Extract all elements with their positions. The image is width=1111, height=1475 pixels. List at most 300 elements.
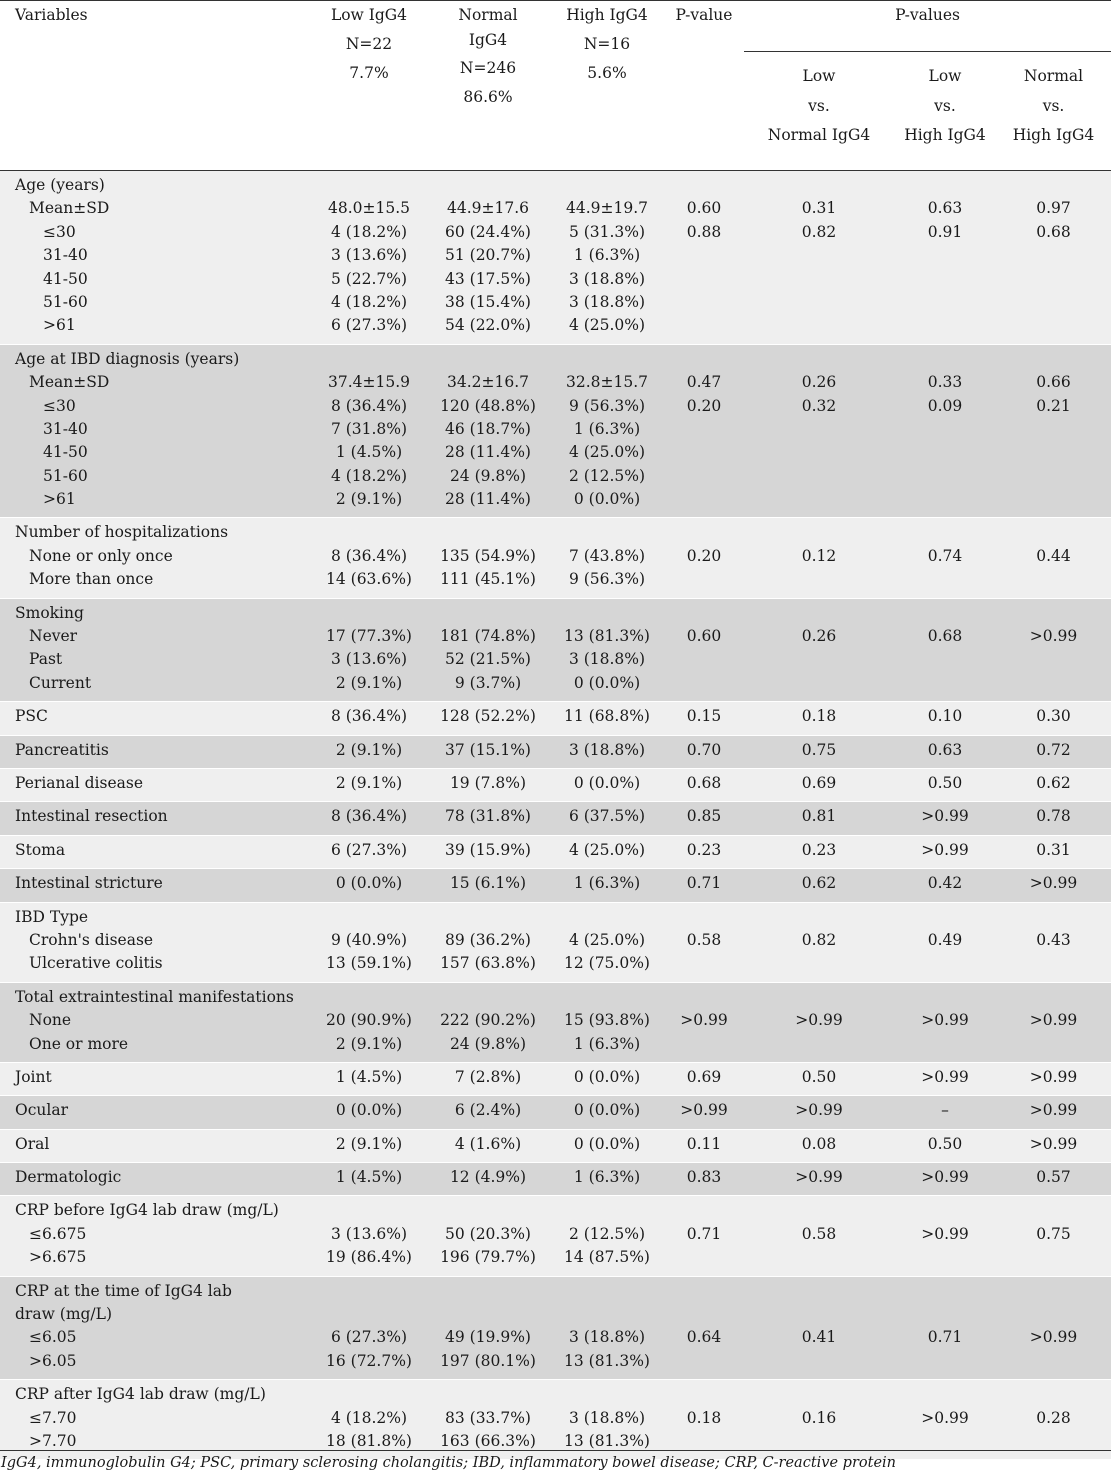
low-vs-normal-value — [744, 1303, 894, 1326]
high-igg4-value: 9 (56.3%) — [568, 570, 646, 589]
low-igg4-value — [312, 521, 426, 544]
low-vs-high-value: 0.50 — [927, 773, 963, 792]
normal-vs-high-value-cell — [996, 869, 1111, 902]
low-igg4-value — [312, 1303, 426, 1326]
low-igg4-value-cell — [312, 598, 426, 702]
high-igg4-value: 1 (6.3%) — [573, 246, 641, 265]
low-vs-normal-value: 0.32 — [801, 396, 837, 415]
low-vs-high-value-cell — [894, 902, 996, 982]
variable-label: >61 — [43, 316, 76, 335]
normal-igg4-value — [426, 906, 550, 929]
variable-label: CRP at the time of IgG4 lab — [15, 1281, 232, 1300]
variable-cell — [0, 869, 312, 902]
high-igg4-value: 13 (81.3%) — [564, 627, 650, 646]
low-igg4-value: 4 (18.2%) — [330, 466, 408, 485]
variable-label: Pancreatitis — [15, 740, 109, 759]
variable-cell — [0, 702, 312, 735]
normal-igg4-value-cell — [426, 735, 550, 768]
low-vs-normal-value — [744, 174, 894, 197]
normal-vs-high-value-cell — [996, 598, 1111, 702]
low-igg4-value: 3 (13.6%) — [330, 1224, 408, 1243]
pvalue-value-cell — [664, 518, 744, 598]
low-igg4-value: 2 (9.1%) — [335, 773, 403, 792]
variable-label: Past — [29, 650, 63, 669]
normal-igg4-value-cell — [426, 802, 550, 835]
normal-vs-high-value — [996, 648, 1111, 671]
high-igg4-value — [550, 1199, 664, 1222]
high-igg4-value: 3 (18.8%) — [568, 650, 646, 669]
normal-vs-high-value — [996, 906, 1111, 929]
pvalue-value — [664, 268, 744, 291]
variable-label: Current — [29, 673, 92, 692]
low-igg4-value: 4 (18.2%) — [330, 1408, 408, 1427]
low-igg4-value-cell — [312, 802, 426, 835]
normal-vs-high-value: 0.97 — [1036, 199, 1071, 218]
normal-igg4-value-cell — [426, 1380, 550, 1460]
normal-vs-high-value-cell — [996, 1276, 1111, 1380]
pvalue-value: 0.23 — [686, 840, 722, 859]
low-igg4-value-cell — [312, 518, 426, 598]
low-vs-normal-value-cell — [744, 344, 894, 518]
normal-igg4-value: 12 (4.9%) — [449, 1168, 527, 1187]
normal-vs-high-value — [996, 602, 1111, 625]
pvalue-value — [664, 1246, 744, 1269]
high-igg4-value: 6 (37.5%) — [568, 807, 646, 826]
low-igg4-value: 0 (0.0%) — [335, 1101, 403, 1120]
pvalue-value-cell — [664, 1129, 744, 1162]
normal-vs-high-value-cell — [996, 768, 1111, 801]
low-vs-normal-value: 0.82 — [801, 222, 837, 241]
normal-igg4-value — [426, 521, 550, 544]
low-vs-normal-value-cell — [744, 982, 894, 1062]
high-igg4-value — [550, 1383, 664, 1406]
low-vs-normal-value-cell — [744, 768, 894, 801]
variable-cell — [0, 802, 312, 835]
normal-igg4-value-cell — [426, 1096, 550, 1129]
high-igg4-value: 13 (81.3%) — [564, 1351, 650, 1370]
normal-vs-high-value: 0.28 — [1036, 1408, 1071, 1427]
table-row-group — [0, 171, 1111, 345]
high-igg4-value: 3 (18.8%) — [568, 1328, 646, 1347]
variable-cell — [0, 598, 312, 702]
normal-igg4-value: 52 (21.5%) — [445, 650, 531, 669]
low-vs-normal-value — [744, 1383, 894, 1406]
header-pvalue: P-value — [675, 6, 733, 24]
low-vs-normal-value: 0.69 — [801, 773, 837, 792]
pvalue-value — [664, 568, 744, 591]
low-vs-high-value — [894, 1199, 996, 1222]
low-vs-normal-value: 0.16 — [801, 1408, 837, 1427]
low-igg4-value: 2 (9.1%) — [335, 740, 403, 759]
pvalue-value — [664, 952, 744, 975]
normal-vs-high-value-cell — [996, 1096, 1111, 1129]
normal-vs-high-value: 0.21 — [1036, 396, 1071, 415]
normal-igg4-value: 54 (22.0%) — [445, 316, 531, 335]
header-pvalues: P-values — [744, 1, 1111, 52]
low-igg4-value: 2 (9.1%) — [335, 1034, 403, 1053]
low-igg4-value: 6 (27.3%) — [330, 316, 408, 335]
variable-label: >6.675 — [29, 1248, 87, 1267]
low-igg4-value-cell — [312, 1163, 426, 1196]
low-vs-normal-value-cell — [744, 1129, 894, 1162]
low-vs-normal-value-cell — [744, 1096, 894, 1129]
normal-igg4-value: 78 (31.8%) — [445, 807, 531, 826]
pvalue-value: 0.20 — [686, 396, 722, 415]
high-igg4-value: 3 (18.8%) — [568, 269, 646, 288]
variable-cell — [0, 902, 312, 982]
table-row-group — [0, 1096, 1111, 1129]
low-vs-normal-value: >0.99 — [795, 1168, 843, 1187]
pvalue-value: 0.69 — [686, 1067, 722, 1086]
pvalue-value: 0.58 — [686, 930, 722, 949]
normal-vs-high-value — [996, 952, 1111, 975]
pvalue-value-cell — [664, 869, 744, 902]
low-igg4-value-cell — [312, 982, 426, 1062]
pvalue-value — [664, 1280, 744, 1303]
low-vs-high-value — [894, 1246, 996, 1269]
variable-label: PSC — [15, 707, 48, 726]
normal-vs-high-value-cell — [996, 1196, 1111, 1276]
pvalue-value: 0.70 — [686, 740, 722, 759]
pvalue-value-cell — [664, 1096, 744, 1129]
low-vs-high-value: 0.71 — [927, 1328, 963, 1347]
normal-vs-high-value — [996, 1350, 1111, 1373]
table-footnote: IgG4, immunoglobulin G4; PSC, primary sclerosing cholangitis; IBD, inflammatory bowel disease; CRP, C-reactive protein — [0, 1450, 1111, 1475]
normal-vs-high-value: 0.44 — [1036, 546, 1071, 565]
low-vs-normal-value — [744, 1246, 894, 1269]
normal-igg4-value — [426, 1303, 550, 1326]
normal-igg4-value: 7 (2.8%) — [454, 1067, 522, 1086]
normal-vs-high-value-cell — [996, 518, 1111, 598]
pvalue-value: 0.20 — [686, 546, 722, 565]
low-vs-high-value — [894, 986, 996, 1009]
table-row-group — [0, 869, 1111, 902]
high-igg4-value-cell — [550, 1276, 664, 1380]
high-igg4-value: 4 (25.0%) — [568, 316, 646, 335]
pvalue-value-cell — [664, 835, 744, 868]
low-vs-high-value: 0.33 — [927, 373, 963, 392]
normal-igg4-value: 34.2±16.7 — [446, 373, 529, 392]
low-vs-normal-value-cell — [744, 735, 894, 768]
low-igg4-value: 1 (4.5%) — [335, 1067, 403, 1086]
pvalue-value — [664, 521, 744, 544]
normal-igg4-value: 19 (7.8%) — [449, 773, 527, 792]
variable-label: 51-60 — [43, 292, 88, 311]
table-row-group — [0, 702, 1111, 735]
pvalue-value: 0.88 — [686, 222, 722, 241]
high-igg4-value-cell — [550, 702, 664, 735]
variable-label: >6.05 — [29, 1351, 77, 1370]
pvalue-value — [664, 465, 744, 488]
low-igg4-value: 9 (40.9%) — [330, 930, 408, 949]
variable-label: Age (years) — [15, 176, 105, 194]
normal-vs-high-value-cell — [996, 1062, 1111, 1095]
normal-igg4-value: 181 (74.8%) — [440, 627, 536, 646]
variable-label: 31-40 — [43, 246, 88, 265]
variable-cell — [0, 1380, 312, 1460]
normal-igg4-value: 6 (2.4%) — [454, 1101, 522, 1120]
variable-label: Never — [29, 627, 78, 646]
low-igg4-value-cell — [312, 1129, 426, 1162]
pvalue-value — [664, 418, 744, 441]
low-igg4-value — [312, 906, 426, 929]
normal-igg4-value-cell — [426, 702, 550, 735]
variable-label: None — [29, 1011, 72, 1030]
high-igg4-value: 9 (56.3%) — [568, 396, 646, 415]
table-row-group — [0, 1276, 1111, 1380]
high-igg4-value-cell — [550, 802, 664, 835]
low-vs-high-value: – — [941, 1101, 949, 1120]
low-vs-high-value-cell — [894, 598, 996, 702]
low-igg4-value — [312, 348, 426, 371]
low-igg4-value: 7 (31.8%) — [330, 419, 408, 438]
high-igg4-value-cell — [550, 598, 664, 702]
low-vs-normal-value-cell — [744, 1062, 894, 1095]
low-igg4-value: 19 (86.4%) — [326, 1248, 412, 1267]
low-igg4-value — [312, 1383, 426, 1406]
low-vs-high-value: 0.49 — [927, 930, 963, 949]
normal-igg4-value: 120 (48.8%) — [440, 396, 536, 415]
low-igg4-value-cell — [312, 1276, 426, 1380]
low-igg4-value-cell — [312, 702, 426, 735]
low-vs-high-value-cell — [894, 802, 996, 835]
low-vs-high-value: 0.68 — [927, 627, 963, 646]
low-vs-high-value: 0.10 — [927, 707, 963, 726]
low-vs-normal-value — [744, 348, 894, 371]
low-vs-normal-value: 0.81 — [801, 807, 837, 826]
high-igg4-value-cell — [550, 1096, 664, 1129]
normal-igg4-value: 111 (45.1%) — [440, 570, 536, 589]
low-igg4-value — [312, 1280, 426, 1303]
normal-vs-high-value: 0.31 — [1036, 840, 1071, 859]
normal-igg4-value: 46 (18.7%) — [445, 419, 531, 438]
pvalue-value: 0.60 — [686, 199, 722, 218]
variable-label: Ocular — [15, 1101, 68, 1120]
low-igg4-value-cell — [312, 1062, 426, 1095]
table-row-group — [0, 1380, 1111, 1460]
normal-igg4-value-cell — [426, 902, 550, 982]
normal-igg4-value: 197 (80.1%) — [440, 1351, 536, 1370]
high-igg4-value — [550, 986, 664, 1009]
low-igg4-value: 4 (18.2%) — [330, 292, 408, 311]
pvalue-value — [664, 291, 744, 314]
variable-label: CRP before IgG4 lab draw (mg/L) — [15, 1201, 279, 1220]
variable-cell — [0, 1276, 312, 1380]
low-vs-high-value — [894, 648, 996, 671]
pvalue-value — [664, 1033, 744, 1056]
pvalue-value-cell — [664, 982, 744, 1062]
pvalue-value: >0.99 — [680, 1011, 728, 1030]
normal-vs-high-value — [996, 174, 1111, 197]
high-igg4-value-cell — [550, 735, 664, 768]
low-vs-high-value — [894, 291, 996, 314]
low-igg4-value-cell — [312, 1380, 426, 1460]
high-igg4-value-cell — [550, 1163, 664, 1196]
pvalue-value: 0.60 — [686, 627, 722, 646]
normal-vs-high-value-cell — [996, 902, 1111, 982]
pvalue-value — [664, 1350, 744, 1373]
variable-label: ≤6.05 — [29, 1328, 77, 1347]
low-vs-high-value: >0.99 — [921, 840, 969, 859]
normal-igg4-value: 15 (6.1%) — [449, 874, 527, 893]
pvalue-value — [664, 906, 744, 929]
normal-vs-high-value-cell — [996, 1380, 1111, 1460]
low-vs-normal-value — [744, 602, 894, 625]
high-igg4-value: 44.9±19.7 — [565, 199, 648, 218]
low-igg4-value-cell — [312, 768, 426, 801]
pvalue-value: 0.68 — [686, 773, 722, 792]
low-igg4-value: 37.4±15.9 — [327, 373, 410, 392]
variable-cell — [0, 344, 312, 518]
high-igg4-value-cell — [550, 869, 664, 902]
high-igg4-value: 13 (81.3%) — [564, 1431, 650, 1450]
variable-label: 51-60 — [43, 466, 88, 485]
pvalue-value-cell — [664, 1062, 744, 1095]
low-vs-normal-value: 0.08 — [801, 1134, 837, 1153]
high-igg4-value: 0 (0.0%) — [573, 1101, 641, 1120]
normal-igg4-value — [426, 602, 550, 625]
header-normal-igg4: Normal IgG4 N=246 86.6% — [458, 6, 518, 106]
normal-igg4-value: 28 (11.4%) — [445, 443, 531, 462]
low-vs-high-value-cell — [894, 982, 996, 1062]
high-igg4-value: 4 (25.0%) — [568, 930, 646, 949]
normal-vs-high-value-cell — [996, 835, 1111, 868]
table-header — [0, 1, 1111, 171]
normal-vs-high-value: >0.99 — [1029, 1011, 1078, 1030]
variable-label: Intestinal stricture — [15, 874, 163, 893]
normal-vs-high-value: 0.78 — [1036, 807, 1071, 826]
low-vs-normal-value: 0.58 — [801, 1224, 837, 1243]
table-row-group — [0, 1196, 1111, 1276]
pvalue-value: 0.18 — [686, 1408, 722, 1427]
normal-vs-high-value-cell — [996, 344, 1111, 518]
pvalue-value — [664, 602, 744, 625]
normal-vs-high-value — [996, 314, 1111, 337]
low-igg4-value: 17 (77.3%) — [326, 627, 412, 646]
low-vs-normal-value-cell — [744, 802, 894, 835]
header-normal-vs-high: Normal vs. High IgG4 — [1012, 67, 1095, 144]
high-igg4-value: 0 (0.0%) — [573, 773, 641, 792]
low-vs-high-value-cell — [894, 1062, 996, 1095]
variable-label: Perianal disease — [15, 773, 143, 792]
normal-vs-high-value — [996, 1280, 1111, 1303]
pvalue-value-cell — [664, 1196, 744, 1276]
low-vs-high-value-cell — [894, 869, 996, 902]
low-vs-high-value: >0.99 — [921, 1168, 969, 1187]
normal-igg4-value — [426, 174, 550, 197]
variable-label: IBD Type — [15, 907, 89, 926]
table-row-group — [0, 902, 1111, 982]
low-vs-high-value — [894, 672, 996, 695]
variable-cell — [0, 1196, 312, 1276]
normal-vs-high-value: 0.30 — [1036, 707, 1071, 726]
low-vs-high-value-cell — [894, 344, 996, 518]
normal-igg4-value: 196 (79.7%) — [440, 1248, 536, 1267]
normal-igg4-value: 43 (17.5%) — [445, 269, 531, 288]
normal-vs-high-value — [996, 672, 1111, 695]
normal-vs-high-value-cell — [996, 1129, 1111, 1162]
low-vs-high-value-cell — [894, 702, 996, 735]
high-igg4-value-cell — [550, 518, 664, 598]
high-igg4-value-cell — [550, 1129, 664, 1162]
low-vs-normal-value — [744, 568, 894, 591]
pvalue-value: >0.99 — [680, 1101, 728, 1120]
normal-igg4-value-cell — [426, 1163, 550, 1196]
low-igg4-value: 3 (13.6%) — [330, 650, 408, 669]
normal-vs-high-value: >0.99 — [1029, 1328, 1078, 1347]
low-vs-high-value — [894, 268, 996, 291]
low-vs-high-value — [894, 602, 996, 625]
header-low-vs-normal: Low vs. Normal IgG4 — [767, 67, 871, 144]
normal-vs-high-value — [996, 441, 1111, 464]
low-vs-normal-value: >0.99 — [795, 1011, 843, 1030]
normal-igg4-value: 50 (20.3%) — [445, 1224, 531, 1243]
normal-vs-high-value: >0.99 — [1029, 627, 1078, 646]
pvalue-value — [664, 648, 744, 671]
low-vs-normal-value — [744, 1350, 894, 1373]
pvalue-value: 0.64 — [686, 1328, 722, 1347]
variable-label: draw (mg/L) — [15, 1305, 112, 1324]
high-igg4-value: 3 (18.8%) — [568, 740, 646, 759]
pvalue-value: 0.83 — [686, 1168, 722, 1187]
high-igg4-value-cell — [550, 902, 664, 982]
variable-label: Total extraintestinal manifestations — [15, 987, 294, 1006]
normal-igg4-value — [426, 1280, 550, 1303]
low-vs-high-value — [894, 314, 996, 337]
normal-igg4-value-cell — [426, 982, 550, 1062]
normal-igg4-value: 163 (66.3%) — [440, 1431, 536, 1450]
low-vs-normal-value-cell — [744, 1196, 894, 1276]
header-low-vs-high: Low vs. High IgG4 — [904, 67, 986, 144]
table-row-group — [0, 982, 1111, 1062]
low-igg4-value: 3 (13.6%) — [330, 246, 408, 265]
low-vs-normal-value — [744, 291, 894, 314]
high-igg4-value: 0 (0.0%) — [573, 673, 641, 692]
table-row-group — [0, 344, 1111, 518]
low-igg4-value-cell — [312, 735, 426, 768]
normal-vs-high-value: 0.66 — [1036, 373, 1071, 392]
variable-label: One or more — [29, 1034, 129, 1053]
high-igg4-value-cell — [550, 835, 664, 868]
low-vs-normal-value: 0.62 — [801, 874, 837, 893]
low-vs-high-value: 0.09 — [927, 396, 963, 415]
variable-label: Stoma — [15, 840, 66, 859]
low-vs-normal-value-cell — [744, 518, 894, 598]
normal-vs-high-value — [996, 465, 1111, 488]
variable-cell — [0, 1129, 312, 1162]
variable-cell — [0, 518, 312, 598]
variable-label: 41-50 — [43, 443, 88, 462]
high-igg4-value — [550, 602, 664, 625]
normal-igg4-value: 49 (19.9%) — [445, 1328, 531, 1347]
normal-vs-high-value — [996, 348, 1111, 371]
variable-label: More than once — [29, 570, 154, 589]
low-vs-high-value — [894, 1303, 996, 1326]
normal-igg4-value: 24 (9.8%) — [449, 1034, 527, 1053]
normal-igg4-value: 51 (20.7%) — [445, 246, 531, 265]
normal-igg4-value: 135 (54.9%) — [440, 546, 536, 565]
low-vs-normal-value — [744, 488, 894, 511]
high-igg4-value: 3 (18.8%) — [568, 292, 646, 311]
high-igg4-value: 2 (12.5%) — [568, 466, 646, 485]
normal-vs-high-value — [996, 521, 1111, 544]
variable-label: Ulcerative colitis — [29, 954, 163, 973]
low-vs-high-value: 0.74 — [927, 546, 963, 565]
low-vs-high-value-cell — [894, 1276, 996, 1380]
high-igg4-value: 7 (43.8%) — [568, 546, 646, 565]
high-igg4-value: 2 (12.5%) — [568, 1224, 646, 1243]
variable-label: Number of hospitalizations — [15, 523, 229, 542]
